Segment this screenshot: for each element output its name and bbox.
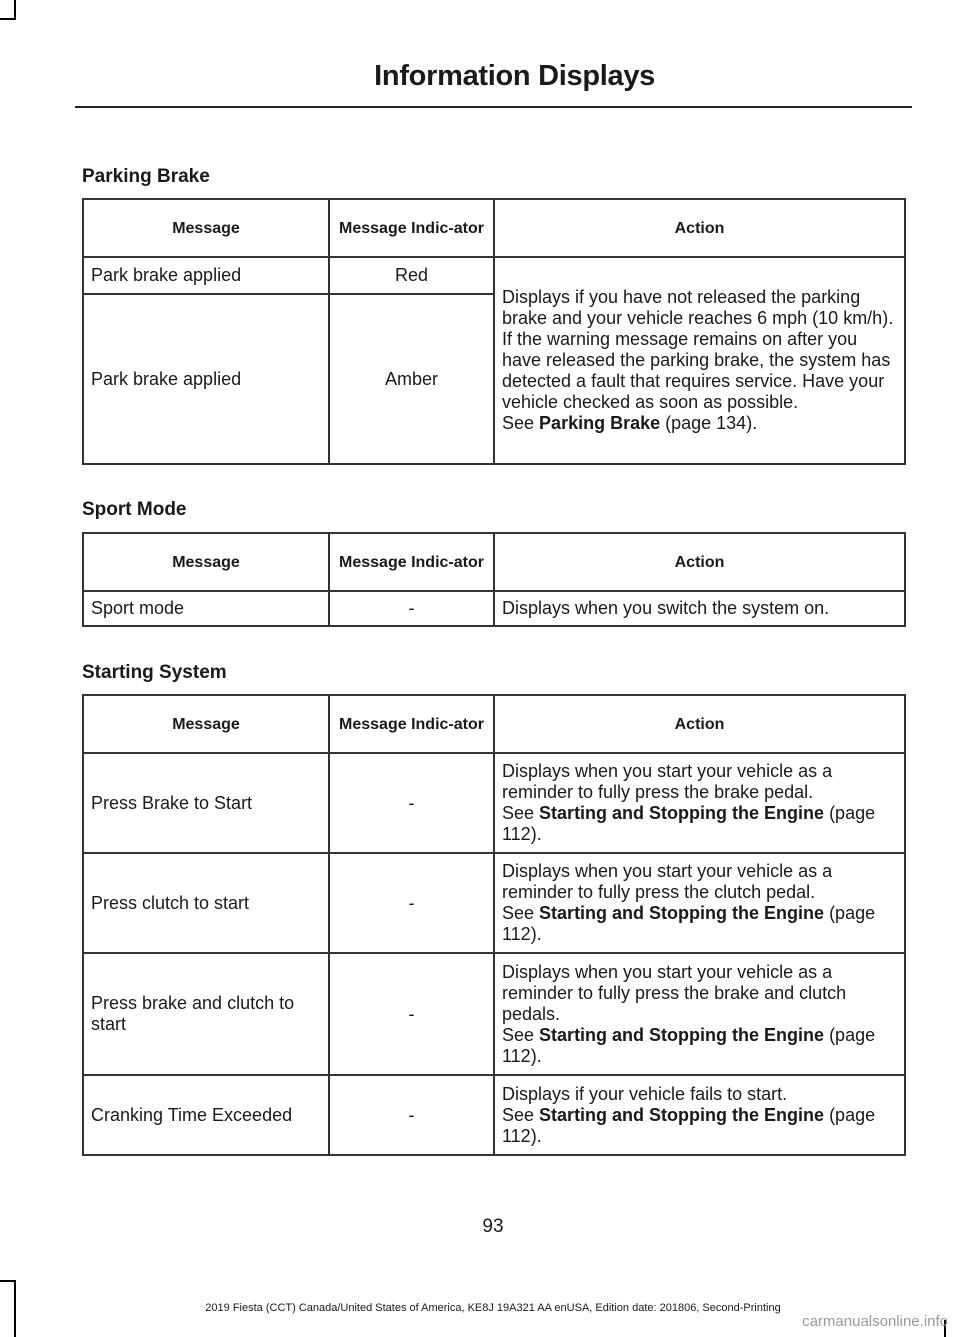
title-divider [75,106,912,108]
reference-title: Starting and Stopping the Engine [539,1104,825,1125]
cross-reference [502,803,897,845]
indicator-cell: - [329,953,494,1075]
reference-page: (page 112). [502,903,876,944]
parking-brake-table [82,198,906,465]
column-header-message: Message [83,533,329,591]
message-cell: Press brake and clutch to start [83,953,329,1075]
table-row [83,853,905,953]
see-label: See [502,1024,535,1045]
see-label: See [502,903,535,923]
reference-title: Starting and Stopping the Engine [539,903,825,923]
action-cell [494,953,905,1075]
crop-mark [0,1280,16,1282]
column-header-indicator: Message Indic-ator [329,199,494,257]
table-row [83,1075,905,1155]
indicator-cell: Red [329,257,494,294]
message-cell: Press clutch to start [83,853,329,953]
indicator-cell: - [329,591,494,626]
message-cell: Sport mode [83,591,329,626]
section-heading-starting-system: Starting System [82,662,227,683]
see-label: See [502,803,535,823]
action-cell [494,1075,905,1155]
action-cell [494,753,905,853]
watermark: carmanualsonline.info [802,1313,948,1330]
message-cell: Park brake applied [83,257,329,294]
starting-system-table [82,694,906,1156]
page-number: 93 [482,1216,504,1237]
table-row [83,753,905,853]
section-heading-sport-mode: Sport Mode [82,499,187,520]
action-cell: Displays when you switch the system on. [494,591,905,626]
column-header-action: Action [494,695,905,753]
reference-title: Starting and Stopping the Engine [539,1024,825,1045]
column-header-message: Message [83,695,329,753]
table-header-row [83,533,905,591]
reference-page: (page 112). [502,1104,876,1146]
sport-mode-table [82,532,906,627]
indicator-cell: Amber [329,294,494,464]
indicator-cell: - [329,1075,494,1155]
column-header-message: Message [83,199,329,257]
cross-reference [502,413,897,434]
table-header-row [83,199,905,257]
column-header-indicator: Message Indic-ator [329,533,494,591]
crop-mark [14,0,16,18]
see-label: See [502,1104,535,1125]
indicator-cell: - [329,853,494,953]
indicator-cell: - [329,753,494,853]
cross-reference [502,1025,897,1067]
action-text: Displays if your vehicle fails to start. [502,1083,788,1104]
table-row [83,953,905,1075]
table-row [83,257,905,294]
reference-title: Starting and Stopping the Engine [539,803,825,823]
page-title: Information Displays [374,60,655,92]
cross-reference [502,903,897,945]
reference-title: Parking Brake [539,413,661,433]
cross-reference [502,1105,897,1147]
action-text: Displays when you start your vehicle as a reminder to fully press the brake pedal. [502,761,833,802]
message-cell: Park brake applied [83,294,329,464]
section-heading-parking-brake: Parking Brake [82,166,210,187]
action-cell [494,853,905,953]
column-header-action: Action [494,199,905,257]
action-cell [494,257,905,464]
reference-page: (page 134). [665,413,758,433]
table-header-row [83,695,905,753]
action-text: Displays if you have not released the parking brake and your vehicle reaches 6 mph (10 km/h). [502,287,894,328]
message-cell: Cranking Time Exceeded [83,1075,329,1155]
action-text: Displays when you start your vehicle as a reminder to fully press the clutch pedal. [502,861,833,902]
action-text: Displays when you start your vehicle as a reminder to fully press the brake and clutch pedals. [502,961,847,1024]
table-row [83,591,905,626]
column-header-indicator: Message Indic-ator [329,695,494,753]
see-label: See [502,413,535,433]
crop-mark [0,18,16,20]
message-cell: Press Brake to Start [83,753,329,853]
reference-page: (page 112). [502,803,876,844]
reference-page: (page 112). [502,1024,876,1066]
column-header-action: Action [494,533,905,591]
footer-edition-text: 2019 Fiesta (CCT) Canada/United States of America, KE8J 19A321 AA enUSA, Edition date: 201806, Second-Printing [205,1302,781,1314]
action-text: If the warning message remains on after you have released the parking brake, the system has detected a fault that requires service. Have your vehicle checked as soon as possible. [502,329,891,412]
